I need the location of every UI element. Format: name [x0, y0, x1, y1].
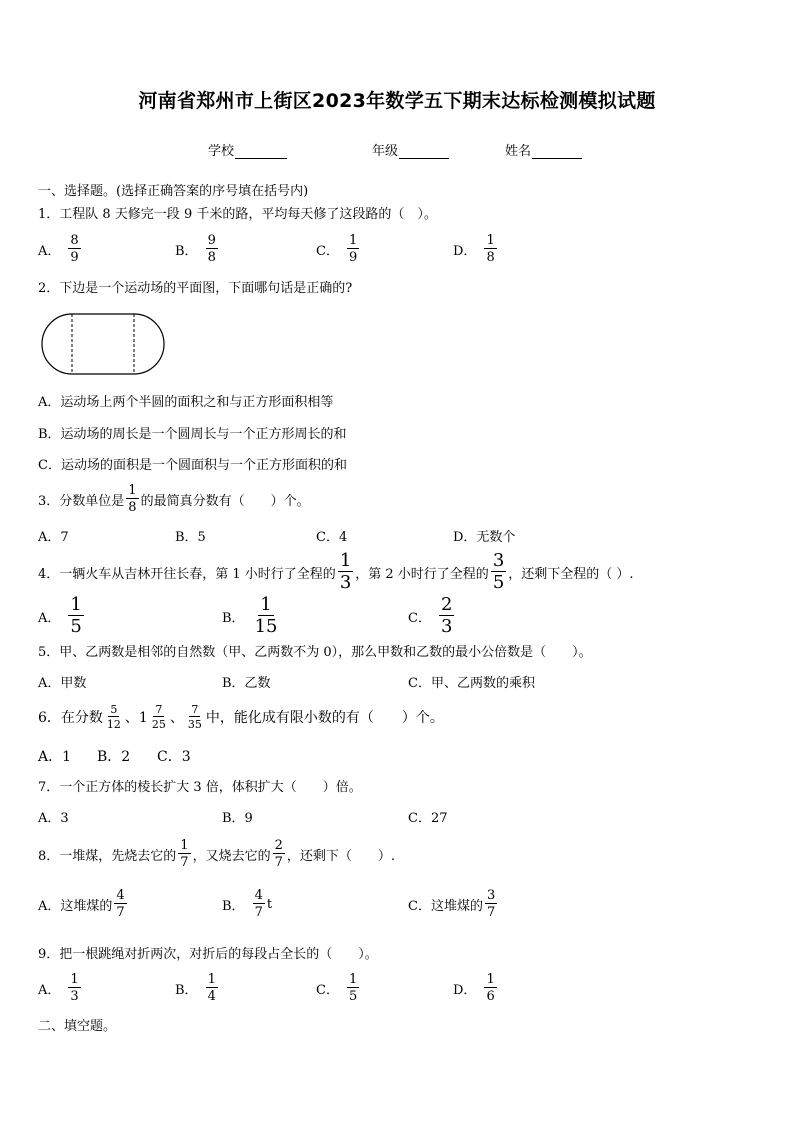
- q2-option-a[interactable]: A．运动场上两个半圆的面积之和与正方形面积相等: [38, 395, 334, 410]
- question-8-stem: 8．一堆煤，先烧去它的 $\frac{1}{7}$ ，又烧去它的 $\frac{2}{7}$ ，还剩下（ ）.: [38, 838, 395, 870]
- fraction: $\frac{7}{25}$: [151, 703, 166, 731]
- fraction: $\frac{8}{9}$: [70, 233, 79, 265]
- q8-option-b[interactable]: B． $\frac{4}{7}$ t: [222, 888, 273, 920]
- q9-option-a[interactable]: A． $\frac{1}{3}$: [38, 972, 79, 1004]
- question-7-stem: 7．一个正方体的棱长扩大 3 倍，体积扩大（ ）倍。: [38, 780, 362, 795]
- q2-option-c[interactable]: C．运动场的面积是一个圆面积与一个正方形面积的和: [38, 458, 347, 473]
- question-9-stem: 9．把一根跳绳对折两次，对折后的每段占全长的（ ）。: [38, 947, 378, 962]
- name-label: 姓名: [505, 144, 532, 159]
- school-label: 学校: [208, 144, 235, 159]
- q1-option-c[interactable]: C． $\frac{1}{9}$: [316, 233, 358, 265]
- fraction: $\frac{4}{7}$: [116, 888, 125, 920]
- q8-option-a[interactable]: A．这堆煤的 $\frac{4}{7}$: [38, 888, 125, 920]
- fraction: $\frac{1}{4}$: [207, 972, 216, 1004]
- section-heading-fill: 二、填空题。: [38, 1019, 117, 1034]
- fraction: $\frac{3}{7}$: [486, 888, 496, 920]
- q6-option-b[interactable]: B．2: [97, 749, 131, 765]
- q4-option-a[interactable]: A． $\frac{1}{5}$: [38, 594, 82, 637]
- q7-option-b[interactable]: B．9: [222, 811, 253, 826]
- name-field[interactable]: [505, 140, 582, 159]
- name-blank[interactable]: [532, 146, 582, 159]
- fraction: $\frac{3}{5}$: [492, 550, 505, 593]
- q3-option-a[interactable]: A．7: [38, 530, 69, 545]
- fraction: $\frac{1}{3}$: [339, 550, 352, 593]
- fraction: $\frac{7}{35}$: [187, 703, 202, 731]
- fraction: $\frac{1}{15}$: [254, 594, 278, 637]
- q9-option-d[interactable]: D． $\frac{1}{6}$: [453, 972, 495, 1004]
- grade-label: 年级: [372, 144, 399, 159]
- fraction: $\frac{1}{5}$: [70, 594, 82, 637]
- question-6-stem: 6．在分数 $\frac{5}{12}$ 、1 $\frac{7}{25}$ 、 $\frac{7}{35}$ 中，能化成有限小数的有（ ）个。: [38, 703, 444, 731]
- school-blank[interactable]: [235, 146, 287, 159]
- q6-option-a[interactable]: A．1: [38, 749, 72, 765]
- section-heading-choice: 一、选择题。(选择正确答案的序号填在括号内): [38, 184, 309, 199]
- grade-blank[interactable]: [399, 146, 449, 159]
- question-3-stem: 3．分数单位是 $\frac{1}{8}$ 的最简真分数有（ ）个。: [38, 483, 310, 515]
- fraction: $\frac{2}{3}$: [440, 594, 453, 637]
- fraction: $\frac{1}{6}$: [486, 972, 495, 1004]
- page-title: 河南省郑州市上街区2023年数学五下期末达标检测模拟试题: [138, 90, 656, 112]
- q2-option-b[interactable]: B．运动场的周长是一个圆周长与一个正方形周长的和: [38, 427, 347, 442]
- q1-option-d[interactable]: D． $\frac{1}{8}$: [453, 233, 495, 265]
- fraction: $\frac{5}{12}$: [106, 703, 121, 731]
- q6-option-c[interactable]: C．3: [157, 749, 191, 765]
- grade-field[interactable]: [372, 140, 449, 159]
- q4-option-b[interactable]: B． $\frac{1}{15}$: [222, 594, 278, 637]
- q7-option-c[interactable]: C．27: [408, 811, 448, 826]
- q8-option-c[interactable]: C．这堆煤的 $\frac{3}{7}$: [408, 888, 496, 920]
- q5-option-c[interactable]: C．甲、乙两数的乘积: [408, 676, 535, 691]
- q1-option-b[interactable]: B． $\frac{9}{8}$: [175, 233, 216, 265]
- q1-option-a[interactable]: A． $\frac{8}{9}$: [38, 233, 79, 265]
- fraction: $\frac{1}{7}$: [180, 838, 189, 870]
- fraction: $\frac{1}{5}$: [348, 972, 358, 1004]
- q3-option-c[interactable]: C．4: [316, 530, 348, 545]
- q5-option-a[interactable]: A．甲数: [38, 676, 87, 691]
- sports-field-diagram: [40, 313, 166, 375]
- q9-option-c[interactable]: C． $\frac{1}{5}$: [316, 972, 358, 1004]
- fraction: $\frac{1}{9}$: [348, 233, 358, 265]
- q9-option-b[interactable]: B． $\frac{1}{4}$: [175, 972, 216, 1004]
- fraction: $\frac{1}{3}$: [70, 972, 79, 1004]
- fraction: $\frac{1}{8}$: [128, 483, 137, 515]
- fraction: $\frac{4}{7}$: [254, 888, 263, 920]
- question-4-stem: 4．一辆火车从吉林开往长春，第 1 小时行了全程的 $\frac{1}{3}$ ，第 2 小时行了全程的 $\frac{3}{5}$ ，还剩下全程的（ ）.: [38, 550, 634, 593]
- q7-option-a[interactable]: A．3: [38, 811, 69, 826]
- question-5-stem: 5．甲、乙两数是相邻的自然数（甲、乙两数不为 0），那么甲数和乙数的最小公倍数是（ ）。: [38, 645, 592, 660]
- q4-option-c[interactable]: C． $\frac{2}{3}$: [408, 594, 453, 637]
- fraction: $\frac{9}{8}$: [207, 233, 216, 265]
- fraction: $\frac{1}{8}$: [486, 233, 495, 265]
- fraction: $\frac{2}{7}$: [274, 838, 283, 870]
- question-1-stem: 1．工程队 8 天修完一段 9 千米的路，平均每天修了这段路的（ ）。: [38, 207, 437, 222]
- question-2-stem: 2．下边是一个运动场的平面图，下面哪句话是正确的?: [38, 281, 353, 296]
- q3-option-d[interactable]: D．无数个: [453, 530, 516, 545]
- school-field[interactable]: [208, 140, 287, 159]
- q5-option-b[interactable]: B．乙数: [222, 676, 271, 691]
- q3-option-b[interactable]: B．5: [175, 530, 206, 545]
